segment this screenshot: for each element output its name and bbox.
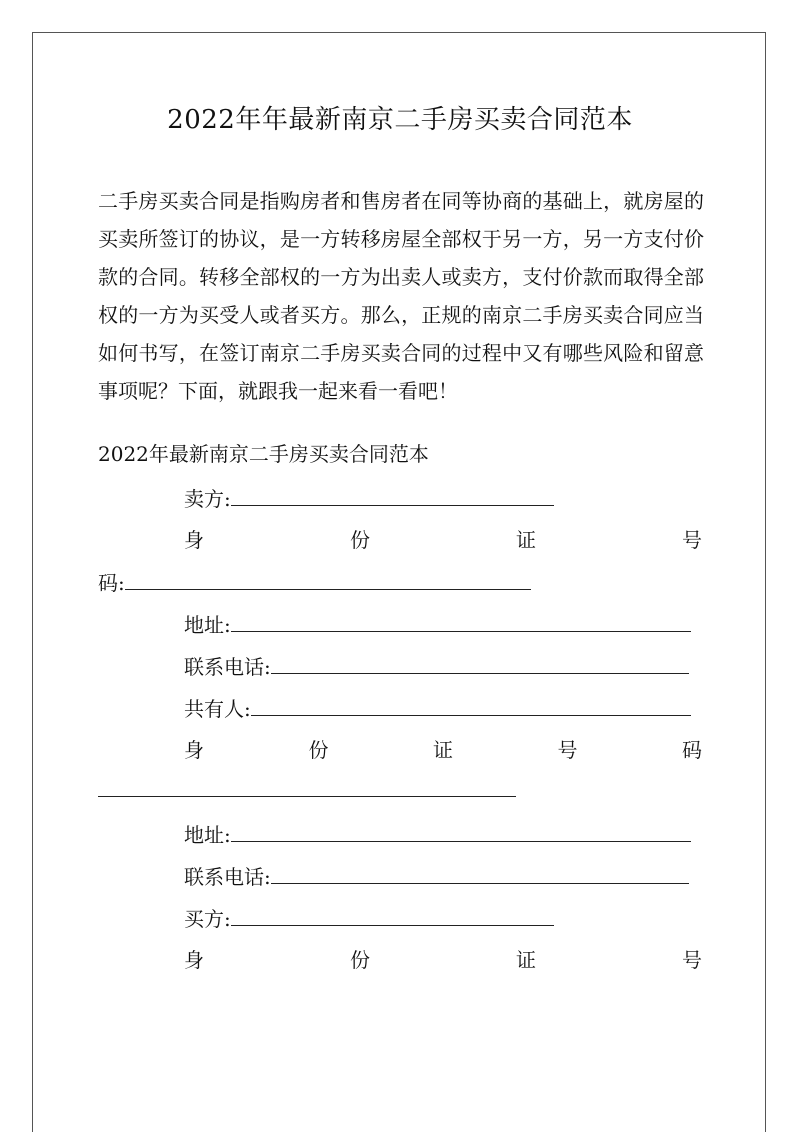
subtitle: 2022年最新南京二手房买卖合同范本 (98, 442, 429, 466)
id-char: 身 (184, 948, 204, 972)
co-owner-phone-blank[interactable] (271, 863, 689, 884)
id-char: 证 (516, 948, 536, 972)
seller-address-blank[interactable] (231, 611, 691, 632)
seller-phone-blank[interactable] (271, 653, 689, 674)
id-char: 证 (516, 528, 536, 552)
id-char: 号 (557, 738, 578, 762)
seller-id-blank[interactable] (125, 569, 531, 590)
id-char: 身 (184, 738, 204, 762)
buyer-label: 买方: (184, 907, 231, 931)
seller-blank[interactable] (231, 485, 554, 506)
co-owner-address-row (184, 821, 691, 848)
id-char: 号 (682, 948, 702, 972)
seller-id-tail (98, 569, 531, 596)
seller-address-row (184, 611, 691, 638)
id-char: 份 (308, 738, 329, 762)
co-owner-phone-row (184, 863, 689, 890)
id-char: 码 (682, 738, 702, 762)
id-char: 号 (682, 528, 702, 552)
co-owner-id-row (184, 737, 702, 763)
intro-paragraph: 二手房买卖合同是指购房者和售房者在同等协商的基础上，就房屋的买卖所签订的协议，是一方转移房屋全部权于另一方，另一方支付价款的合同。转移全部权的一方为出卖人或卖方，支付价款而取得全部权的一方为买受人或者买方。那么，正规的南京二手房买卖合同应当如何书写，在签订南京二手房买卖合同的过程中又有哪些风险和留意事项呢？下面，就跟我一起来看一看吧！ (98, 189, 704, 403)
id-char: 份 (350, 528, 370, 552)
seller-id-row (184, 527, 702, 553)
seller-phone-row (184, 653, 689, 680)
document-title: 2022年年最新南京二手房买卖合同范本 (167, 105, 633, 135)
buyer-id-row (184, 947, 702, 973)
address-label: 地址: (184, 823, 231, 847)
co-owner-id-blank-row (98, 776, 516, 803)
co-owner-address-blank[interactable] (231, 821, 691, 842)
seller-label: 卖方: (184, 487, 231, 511)
co-owner-id-blank[interactable] (98, 776, 516, 797)
id-tail-label: 码: (98, 571, 125, 595)
seller-row (184, 485, 554, 512)
co-owner-blank[interactable] (251, 695, 691, 716)
buyer-row (184, 905, 554, 932)
co-owner-label: 共有人: (184, 697, 251, 721)
phone-label: 联系电话: (184, 865, 271, 889)
phone-label: 联系电话: (184, 655, 271, 679)
id-char: 份 (350, 948, 370, 972)
id-char: 身 (184, 528, 204, 552)
buyer-blank[interactable] (231, 905, 554, 926)
id-char: 证 (433, 738, 453, 762)
address-label: 地址: (184, 613, 231, 637)
co-owner-row (184, 695, 691, 722)
